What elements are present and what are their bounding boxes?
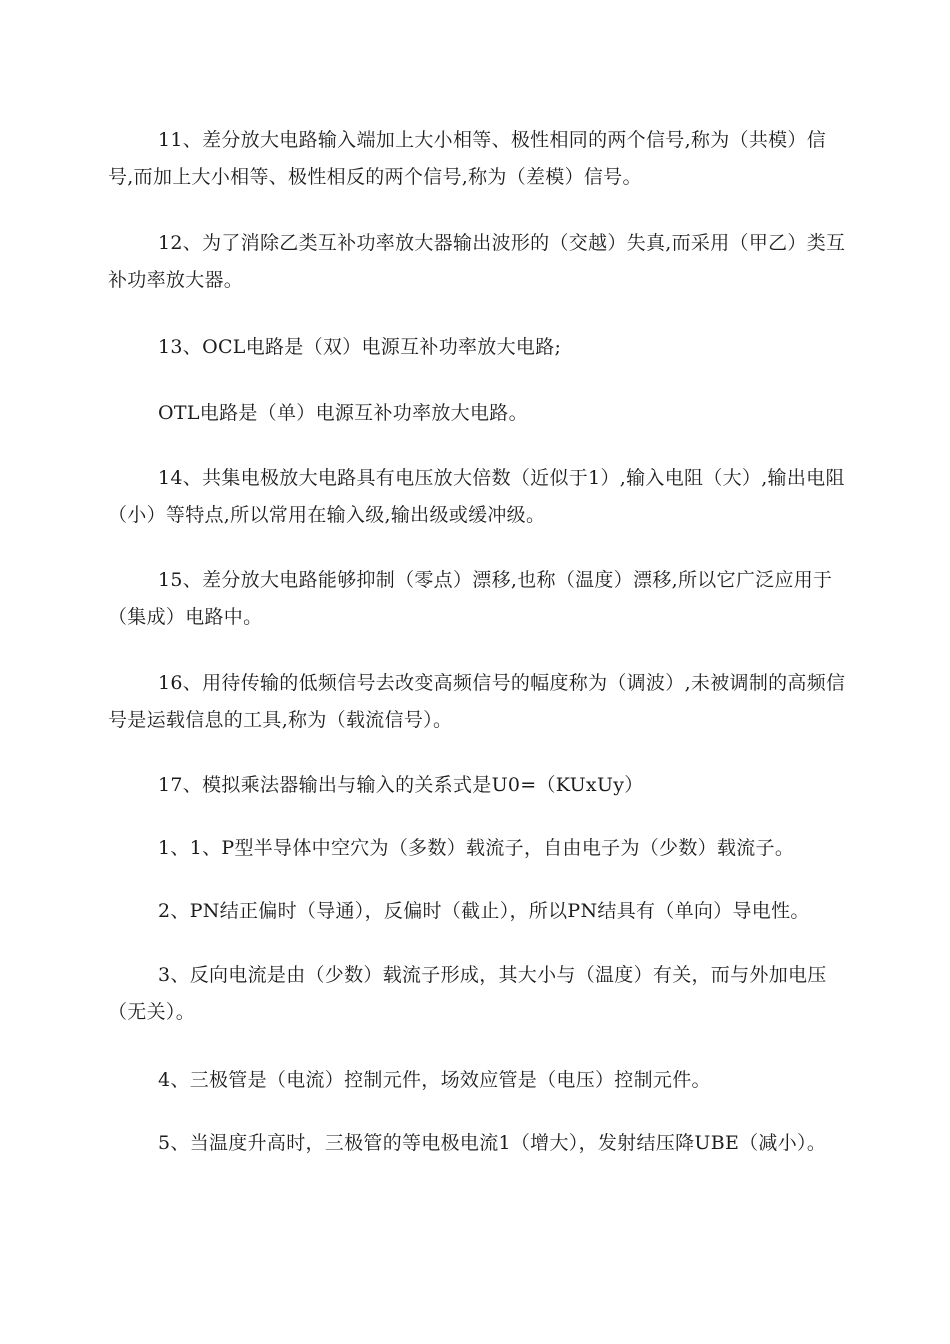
paragraph-item-13-otl: OTL电路是（单）电源互补功率放大电路。 bbox=[158, 402, 528, 424]
paragraph-item-13-ocl: 13、OCL电路是（双）电源互补功率放大电路; bbox=[158, 336, 562, 358]
paragraph-item-17: 17、模拟乘法器输出与输入的关系式是U0=（KUxUy） bbox=[158, 774, 644, 796]
paragraph-item-2: 2、PN结正偏时（导通），反偏时（截止），所以PN结具有（单向）导电性。 bbox=[158, 900, 810, 922]
paragraph-item-14: 14、共集电极放大电路具有电压放大倍数（近似于1）,输入电阻（大）,输出电阻（小）等特点,所以常用在输入级,输出级或缓冲级。 bbox=[108, 467, 845, 526]
paragraph-item-12: 12、为了消除乙类互补功率放大器输出波形的（交越）失真,而采用（甲乙）类互补功率放大器。 bbox=[108, 232, 846, 291]
paragraph-item-4: 4、三极管是（电流）控制元件，场效应管是（电压）控制元件。 bbox=[158, 1069, 711, 1091]
paragraph-item-5: 5、当温度升高时，三极管的等电极电流1（增大），发射结压降UBE（减小）。 bbox=[158, 1132, 827, 1154]
paragraph-item-16: 16、用待传输的低频信号去改变高频信号的幅度称为（调波）,未被调制的高频信号是运载信息的工具,称为（载流信号）。 bbox=[108, 672, 846, 731]
paragraph-item-1: 1、1、P型半导体中空穴为（多数）载流子，自由电子为（少数）载流子。 bbox=[158, 837, 795, 859]
paragraph-item-15: 15、差分放大电路能够抑制（零点）漂移,也称（温度）漂移,所以它广泛应用于（集成）电路中。 bbox=[108, 569, 833, 628]
paragraph-item-3: 3、反向电流是由（少数）载流子形成，其大小与（温度）有关，而与外加电压（无关）。 bbox=[108, 964, 827, 1023]
paragraph-item-11: 11、差分放大电路输入端加上大小相等、极性相同的两个信号,称为（共模）信号,而加上大小相等、极性相反的两个信号,称为（差模）信号。 bbox=[108, 129, 827, 188]
